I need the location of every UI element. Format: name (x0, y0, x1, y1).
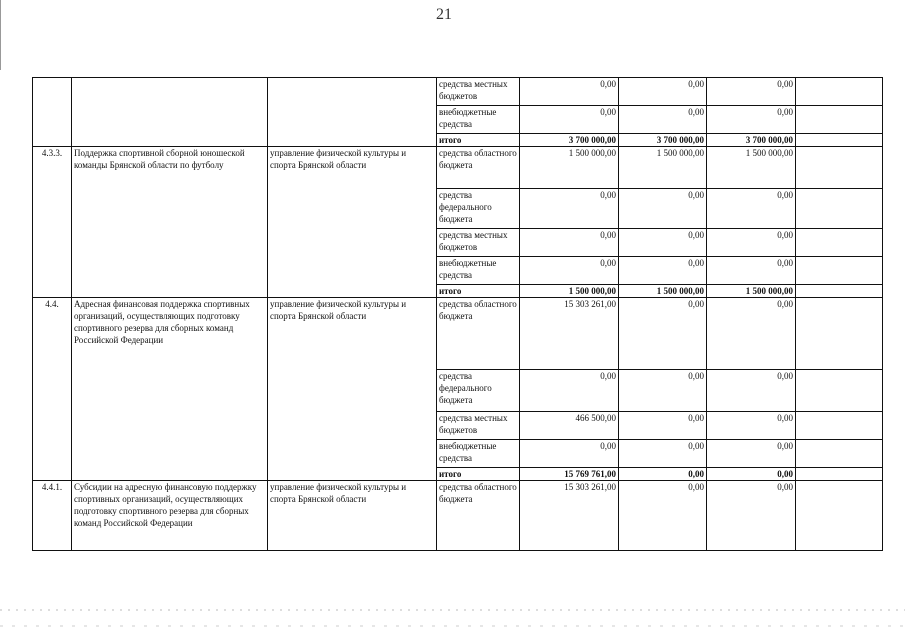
row-value-1: 1 500 000,00 (520, 285, 619, 298)
row-name: Адресная финансовая поддержка спортивных организаций, осуществляющих подготовку спортивного резерва для сборных команд Российской Федерации (72, 298, 268, 481)
row-value-1: 0,00 (520, 257, 619, 285)
row-value-1: 1 500 000,00 (520, 147, 619, 189)
row-value-3: 0,00 (707, 298, 796, 370)
row-source: средства федерального бюджета (437, 189, 520, 229)
budget-table (32, 77, 883, 551)
row-value-3: 0,00 (707, 481, 796, 551)
row-value-3: 0,00 (707, 229, 796, 257)
row-source: средства областного бюджета (437, 147, 520, 189)
row-value-3: 0,00 (707, 440, 796, 468)
row-extra (796, 78, 883, 106)
row-value-3: 1 500 000,00 (707, 285, 796, 298)
row-value-1: 0,00 (520, 106, 619, 134)
row-value-1: 0,00 (520, 189, 619, 229)
row-value-2: 0,00 (619, 370, 707, 412)
row-value-2: 0,00 (619, 78, 707, 106)
row-extra (796, 298, 883, 370)
row-source: итого (437, 468, 520, 481)
row-executor: управление физической культуры и спорта Брянской области (268, 298, 437, 481)
row-name (72, 78, 268, 147)
row-value-1: 0,00 (520, 78, 619, 106)
row-source: средства областного бюджета (437, 298, 520, 370)
row-value-2: 1 500 000,00 (619, 285, 707, 298)
row-value-2: 0,00 (619, 481, 707, 551)
row-extra (796, 257, 883, 285)
row-source: средства местных бюджетов (437, 229, 520, 257)
row-value-3: 3 700 000,00 (707, 134, 796, 147)
row-value-2: 0,00 (619, 106, 707, 134)
table-row (33, 298, 883, 370)
row-code: 4.4.1. (33, 481, 72, 551)
row-value-1: 15 303 261,00 (520, 298, 619, 370)
table-row (33, 147, 883, 189)
row-value-2: 0,00 (619, 468, 707, 481)
row-value-1: 0,00 (520, 440, 619, 468)
row-extra (796, 189, 883, 229)
row-value-3: 0,00 (707, 106, 796, 134)
row-extra (796, 229, 883, 257)
row-value-1: 15 769 761,00 (520, 468, 619, 481)
table-row (33, 78, 883, 106)
row-value-2: 0,00 (619, 440, 707, 468)
row-value-2: 0,00 (619, 298, 707, 370)
row-executor: управление физической культуры и спорта Брянской области (268, 147, 437, 298)
scan-left-edge (0, 0, 4, 70)
row-extra (796, 412, 883, 440)
row-code: 4.4. (33, 298, 72, 481)
row-value-1: 0,00 (520, 370, 619, 412)
row-source: внебюджетные средства (437, 106, 520, 134)
row-source: внебюджетные средства (437, 440, 520, 468)
scan-noise (0, 606, 905, 636)
row-value-3: 0,00 (707, 78, 796, 106)
row-name: Поддержка спортивной сборной юношеской команды Брянской области по футболу (72, 147, 268, 298)
row-source: средства федерального бюджета (437, 370, 520, 412)
row-value-2: 1 500 000,00 (619, 147, 707, 189)
row-source: средства областного бюджета (437, 481, 520, 551)
row-value-1: 15 303 261,00 (520, 481, 619, 551)
row-value-1: 0,00 (520, 229, 619, 257)
row-extra (796, 134, 883, 147)
row-value-3: 0,00 (707, 468, 796, 481)
row-value-3: 0,00 (707, 257, 796, 285)
row-extra (796, 468, 883, 481)
row-source: итого (437, 285, 520, 298)
row-value-3: 0,00 (707, 189, 796, 229)
row-value-3: 0,00 (707, 412, 796, 440)
row-extra (796, 440, 883, 468)
row-code: 4.3.3. (33, 147, 72, 298)
table-row (33, 481, 883, 551)
row-extra (796, 285, 883, 298)
row-value-3: 1 500 000,00 (707, 147, 796, 189)
row-value-1: 3 700 000,00 (520, 134, 619, 147)
row-value-3: 0,00 (707, 370, 796, 412)
row-value-2: 0,00 (619, 412, 707, 440)
row-source: средства местных бюджетов (437, 78, 520, 106)
row-source: итого (437, 134, 520, 147)
row-source: средства местных бюджетов (437, 412, 520, 440)
row-extra (796, 147, 883, 189)
row-extra (796, 106, 883, 134)
row-value-2: 0,00 (619, 229, 707, 257)
row-value-2: 0,00 (619, 189, 707, 229)
row-value-2: 0,00 (619, 257, 707, 285)
row-value-2: 3 700 000,00 (619, 134, 707, 147)
row-source: внебюджетные средства (437, 257, 520, 285)
row-name: Субсидии на адресную финансовую поддержку спортивных организаций, осуществляющих подготовку спортивного резерва для сборных команд Российской Федерации (72, 481, 268, 551)
row-executor: управление физической культуры и спорта Брянской области (268, 481, 437, 551)
row-value-1: 466 500,00 (520, 412, 619, 440)
row-extra (796, 481, 883, 551)
page-number: 21 (436, 6, 452, 23)
row-extra (796, 370, 883, 412)
row-code (33, 78, 72, 147)
row-executor (268, 78, 437, 147)
